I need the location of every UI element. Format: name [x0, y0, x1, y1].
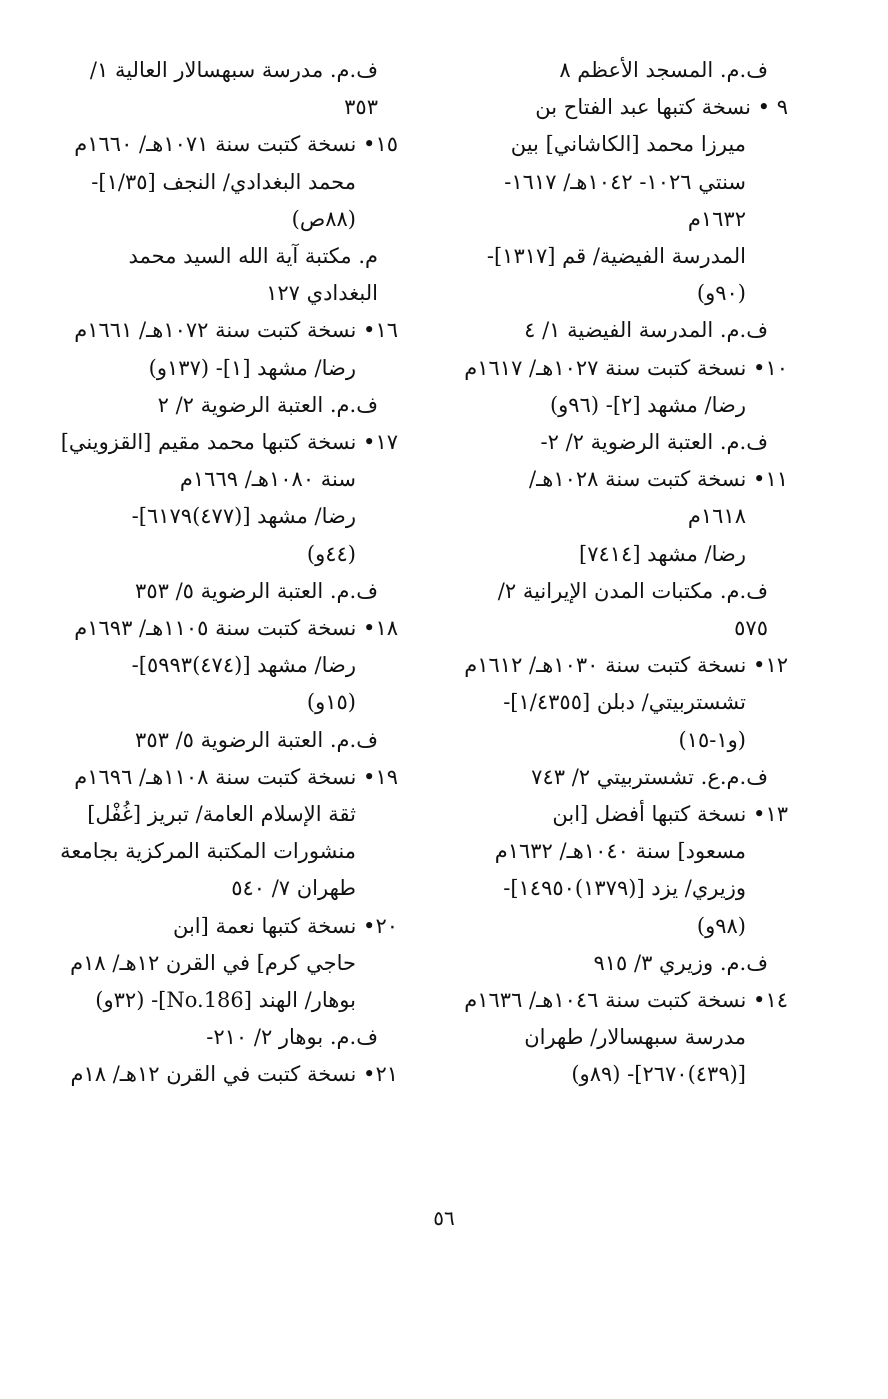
entry-detail-line: (٤٤و): [306, 541, 356, 566]
entry-detail-line: تشستربيتي/ دبلن [١/٤٣٥٥]-: [503, 690, 746, 715]
entry-heading-line: ١٨• نسخة كتبت سنة ١١٠٥هـ/ ١٦٩٣م: [74, 616, 398, 641]
entry-heading-line: ١٥• نسخة كتبت سنة ١٠٧١هـ/ ١٦٦٠م: [74, 132, 398, 157]
reference-line: ف.م. العتبة الرضوية ٢/ ٢-: [540, 430, 768, 455]
reference-line: ف.م. المدرسة الفيضية ١/ ٤: [524, 318, 768, 343]
entry-detail-line: طهران ٧/ ٥٤٠: [231, 876, 356, 901]
reference-line: ف.م. المسجد الأعظم ٨: [559, 58, 768, 82]
entry-detail-line: بوهار/ الهند [No.186]- (٣٢و): [95, 988, 356, 1013]
entry-detail-line: (١٥و): [306, 690, 356, 715]
left-column: [26, 52, 398, 1094]
entry-detail-line: ١٦١٨م: [687, 504, 746, 529]
entry-heading-line: ١١• نسخة كتبت سنة ١٠٢٨هـ/: [529, 467, 788, 492]
entry-heading-line: ١٦• نسخة كتبت سنة ١٠٧٢هـ/ ١٦٦١م: [74, 318, 398, 343]
entry-detail-line: [(٤٣٩)٢٦٧٠]- (٨٩و): [571, 1062, 746, 1087]
entry-heading-line: ١٢• نسخة كتبت سنة ١٠٣٠هـ/ ١٦١٢م: [464, 653, 788, 678]
entry-heading-line: ١٤• نسخة كتبت سنة ١٠٤٦هـ/ ١٦٣٦م: [464, 988, 788, 1013]
entry-detail-line: محمد البغدادي/ النجف [١/٣٥]-: [91, 169, 356, 194]
reference-line: ف.م. العتبة الرضوية ٥/ ٣٥٣: [135, 578, 378, 603]
entry-detail-line: سنتي ١٠٢٦- ١٠٤٢هـ/ ١٦١٧-: [504, 169, 746, 194]
entry-detail-line: (و١-١٥): [678, 727, 746, 752]
entry-detail-line: ميرزا محمد [الكاشاني] بين: [510, 132, 746, 157]
entry-detail-line: منشورات المكتبة المركزية بجامعة: [60, 839, 356, 864]
entry-heading-line: ١٣• نسخة كتبها أفضل [ابن: [552, 802, 788, 827]
reference-line: البغدادي ١٢٧: [266, 281, 378, 306]
entry-detail-line: ١٦٣٢م: [687, 206, 746, 231]
right-column: [416, 52, 788, 1094]
entry-detail-line: وزيري/ يزد [(١٣٧٩)١٤٩٥٠]-: [503, 876, 746, 901]
reference-line: ف.م. العتبة الرضوية ٢/ ٢: [157, 392, 378, 417]
entry-heading-line: ١٧• نسخة كتبها محمد مقيم [القزويني]: [60, 430, 398, 455]
reference-line: ٣٥٣: [344, 95, 378, 120]
entry-detail-line: (٩٨و): [696, 913, 746, 938]
entry-detail-line: ثقة الإسلام العامة/ تبريز [غُفْل]: [87, 802, 356, 827]
entry-heading-line: ١٩• نسخة كتبت سنة ١١٠٨هـ/ ١٦٩٦م: [74, 764, 398, 789]
entry-detail-line: مسعود] سنة ١٠٤٠هـ/ ١٦٣٢م: [494, 839, 746, 864]
reference-line: ٥٧٥: [734, 616, 768, 641]
reference-line: ف.م. بوهار ٢/ ٢١٠-: [206, 1025, 378, 1050]
entry-heading-line: ٢٠• نسخة كتبها نعمة [ابن: [172, 913, 398, 938]
entry-detail-line: رضا/ مشهد [(٤٧٧)٦١٧٩]-: [131, 504, 356, 529]
entry-detail-line: (٩٠و): [696, 281, 746, 306]
entry-detail-line: (٨٨ص): [291, 206, 356, 231]
entry-detail-line: رضا/ مشهد [٧٤١٤]: [578, 541, 746, 566]
entry-detail-line: رضا/ مشهد [٢]- (٩٦و): [549, 392, 746, 417]
reference-line: م. مكتبة آية الله السيد محمد: [128, 244, 378, 269]
reference-line: ف.م. وزيري ٣/ ٩١٥: [593, 950, 768, 975]
entry-detail-line: سنة ١٠٨٠هـ/ ١٦٦٩م: [179, 467, 356, 492]
reference-line: ف.م.ع. تشستربيتي ٢/ ٧٤٣: [531, 764, 768, 789]
entry-detail-line: حاجي كرم] في القرن ١٢هـ/ ١٨م: [70, 950, 356, 975]
entry-detail-line: مدرسة سبهسالار/ طهران: [524, 1025, 746, 1050]
entry-heading-line: ٢١• نسخة كتبت في القرن ١٢هـ/ ١٨م: [70, 1062, 398, 1087]
reference-line: ف.م. مدرسة سبهسالار العالية ١/: [89, 58, 378, 82]
entry-detail-line: رضا/ مشهد [١]- (١٣٧و): [148, 355, 356, 380]
reference-line: ف.م. العتبة الرضوية ٥/ ٣٥٣: [135, 727, 378, 752]
entry-detail-line: رضا/ مشهد [(٤٧٤)٥٩٩٣]-: [131, 653, 356, 678]
entry-heading-line: ٩ • نسخة كتبها عبد الفتاح بن: [535, 95, 788, 120]
reference-line: ف.م. مكتبات المدن الإيرانية ٢/: [497, 578, 768, 603]
entry-heading-line: ١٠• نسخة كتبت سنة ١٠٢٧هـ/ ١٦١٧م: [464, 355, 788, 380]
entry-detail-line: المدرسة الفيضية/ قم [١٣١٧]-: [486, 244, 746, 269]
page-number: ٥٦: [433, 1206, 455, 1230]
